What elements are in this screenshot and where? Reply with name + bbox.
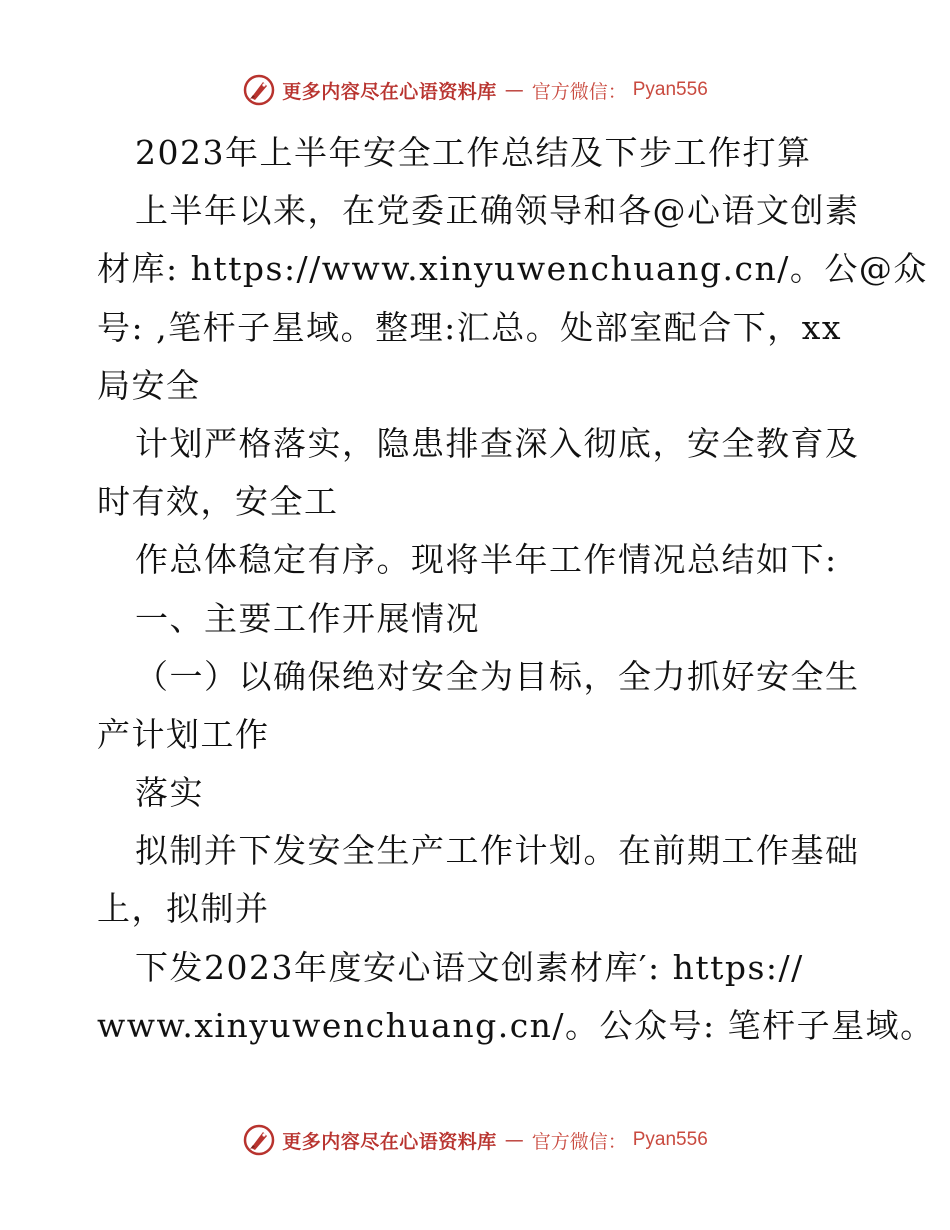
paragraph-line: www.xinyuwenchuang.cn/。公众号: 笔杆子星域。 <box>97 1005 935 1045</box>
footer-banner <box>242 1123 708 1157</box>
footer-wechat-label: 官方微信： <box>531 1130 627 1153</box>
header-wechat-id: Pyan556 <box>632 79 708 100</box>
footer-wechat-id: Pyan556 <box>632 1129 708 1150</box>
paragraph-line: 作总体稳定有序。现将半年工作情况总结如下: <box>135 540 838 580</box>
section-heading: 一、主要工作开展情况 <box>135 598 480 638</box>
footer-banner-text: 更多内容尽在心语资料库 <box>282 1130 497 1153</box>
paragraph-line: 上半年以来，在党委正确领导和各@心语文创素 <box>135 191 860 231</box>
pen-nib-logo-icon <box>242 1123 276 1157</box>
document-title: 2023年上半年安全工作总结及下步工作打算 <box>135 133 812 172</box>
paragraph-line: 下发2023年度安心语文创素材库′: https:// <box>135 947 804 987</box>
page-footer <box>0 1120 950 1160</box>
header-wechat-label: 官方微信： <box>531 80 627 103</box>
paragraph-line: 号: ,笔杆子星域。整理:汇总。处部室配合下，xx <box>97 307 842 347</box>
paragraph-line: 材库: https://www.xinyuwenchuang.cn/。公@众 <box>97 249 928 289</box>
page-header <box>0 70 950 110</box>
paragraph-line: 时有效，安全工 <box>97 482 339 522</box>
pen-nib-logo-icon <box>242 73 276 107</box>
paragraph-line: 落实 <box>135 773 204 813</box>
header-banner-dash: — <box>504 79 524 101</box>
header-banner-text: 更多内容尽在心语资料库 <box>282 80 497 103</box>
document-body <box>97 124 935 1055</box>
header-banner <box>242 73 708 107</box>
subsection-heading: 产计划工作 <box>97 714 270 754</box>
paragraph-line: 上，拟制并 <box>97 889 270 929</box>
footer-banner-dash: — <box>504 1129 524 1151</box>
paragraph-line: 拟制并下发安全生产工作计划。在前期工作基础 <box>135 831 860 871</box>
paragraph-line: 计划严格落实，隐患排查深入彻底，安全教育及 <box>135 423 860 463</box>
paragraph-line: 局安全 <box>97 365 201 405</box>
subsection-heading: （一）以确保绝对安全为目标，全力抓好安全生 <box>135 656 860 696</box>
